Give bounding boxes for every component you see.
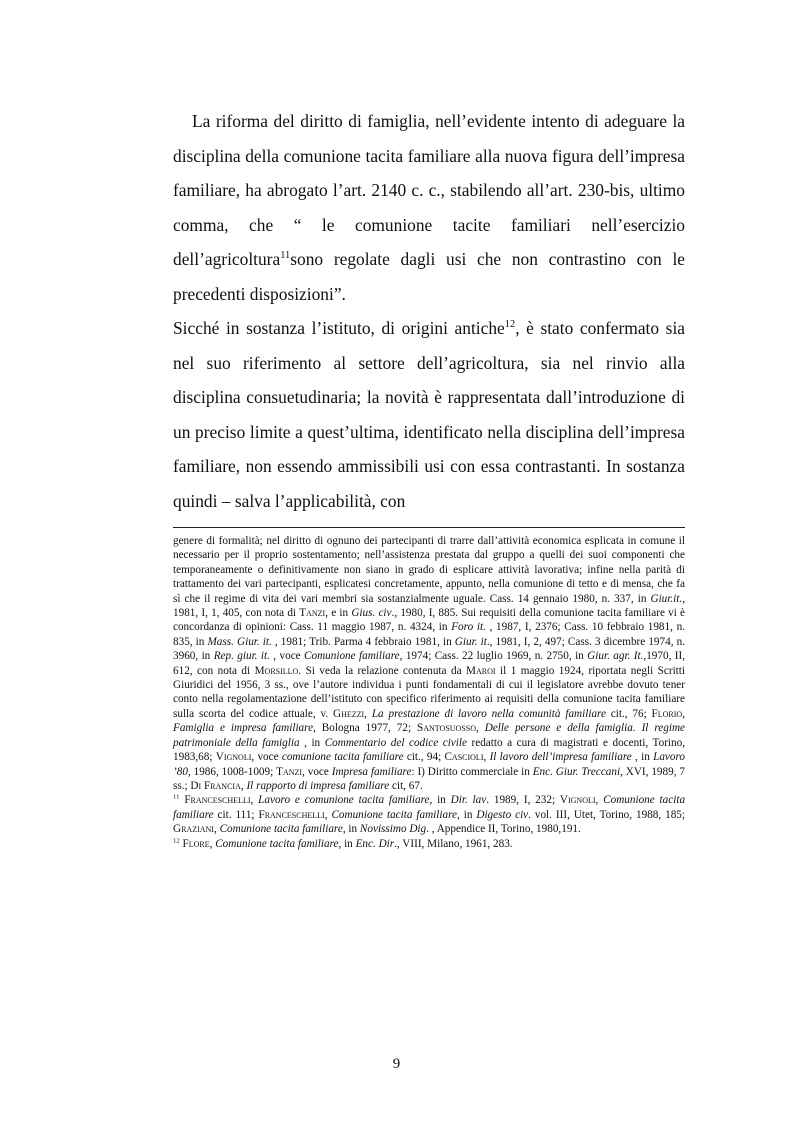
fn-text: , — [595, 794, 604, 807]
fn-text: genere di formalità; nel diritto di ognuno dei partecipanti di trarre dall’attività economica esplicata in comune il necessario per il proprio sostentamento; nell’assistenza prestata dal gruppo a quelli dei suoi componenti che temporaneamente o definitivamente non siano in grado di esplicare attività lavorativa; infine nella parità di trattamento dei vari partecipanti, esplicatesi concretamente, appunto, nella comunione di tetto e di mensa, che fa sì che il regime di vita dei vari membri sia sostanzialmente uguale. Cass. 14 gennaio 1980, n. 337, in — [173, 535, 685, 605]
fn-text: , — [213, 823, 220, 836]
fn-text: . vol. III, Utet, Torino, 1988, 185; — [528, 808, 686, 821]
fn-italic: Mass. Giur. it. — [207, 635, 272, 648]
fn-text: cit. 111; — [213, 808, 259, 821]
fn-text: , — [209, 837, 216, 850]
fn-text: ., VIII, Milano, 1961, 283. — [394, 837, 513, 850]
fn-text: 1970, II, 612, con nota di — [173, 650, 686, 677]
fn-italic: Rep. giur. it. — [213, 650, 270, 663]
fn-text: , voce — [251, 751, 282, 764]
fn-italic: Enc. Giur. Treccani — [532, 765, 621, 778]
fn-italic: Comunione tacita familiare — [331, 808, 457, 821]
footnote-continuation — [173, 534, 685, 793]
fn-italic: Comunione familiare — [304, 650, 400, 663]
fn-author: Florio — [651, 707, 683, 720]
fn-text: . Si veda la relazione contenuta da — [298, 664, 467, 677]
fn-author: Di Francia — [190, 779, 241, 792]
fn-text: , — [476, 722, 485, 735]
fn-italic: Delle persone e della famiglia. Il regime patrimoniale della famiglia — [173, 722, 685, 749]
fn-text: , XVI, 1989, 7 ss.; — [173, 765, 685, 792]
footnote-number: 11 — [173, 793, 180, 801]
fn-author: Morsillo — [254, 664, 299, 677]
fn-text: il 1 maggio 1924, riportata negli Scritti Giuridici del 1956, 3 ss., ove l’autore individua i punti fondamentali di cui il legislatore avrebbe dovuto tener conto nella regolamentazione dell’istituto con specifico riferimento ai requisiti della comunione tacita familiare sulla scorta del codice attuale, v. — [173, 664, 685, 720]
main-text — [173, 104, 685, 518]
fn-italic: Digesto civ — [476, 808, 529, 821]
fn-text: ., 1980, I, 885. Sui requisiti della comunione tacita familiare vi è concordanza di opinioni: Cass. 11 maggio 1987, n. 4324, in — [173, 607, 686, 634]
fn-text: , 1981; Trib. Parma 4 febbraio 1981, in — [271, 635, 455, 648]
fn-text: ., 1981, I, 2, 497; Cass. 3 dicembre 1974, n. 3960, in — [173, 635, 685, 663]
fn-text: , 1974; Cass. 22 luglio 1969, n. 2750, in — [399, 650, 588, 663]
fn-text: , Bologna 1977, 72; — [313, 722, 418, 735]
fn-text: , voce — [269, 650, 305, 663]
fn-text: , e in — [325, 607, 352, 620]
fn-text: , in — [342, 823, 360, 836]
fn-text: , 1987, I, 2376; Cass. 10 febbraio 1981, n. 835, in — [173, 621, 685, 648]
footnote-ref-12: 12 — [504, 319, 516, 331]
fn-italic: Famiglia e impresa familiare — [173, 722, 314, 735]
fn-author: Franceschelli — [258, 808, 325, 821]
fn-author: Vignoli — [559, 794, 596, 807]
footnote-ref-11: 11 — [280, 250, 291, 262]
fn-text: 1981, I, 1, 405, con nota di — [173, 607, 300, 620]
fn-text: , in — [429, 794, 451, 807]
fn-text: , in — [631, 751, 654, 764]
paragraph-1-text-a: La riforma del diritto di famiglia, nell’evidente intento di adeguare la disciplina della comunione tacita familiare alla nuova figura dell’impresa familiare, ha abrogato l’art. 2140 c. c., stabilendo all’art. 230-bis, ultimo comma, che “ le comunione tacite familiari nell’esercizio dell’agricoltura — [173, 111, 685, 269]
footnotes — [173, 534, 685, 851]
fn-author: Vignoli — [215, 751, 252, 764]
fn-italic: La prestazione di lavoro nella comunità familiare — [371, 707, 606, 720]
fn-author: Maroi — [466, 664, 496, 677]
fn-text: , — [250, 794, 259, 807]
fn-author: Flore — [182, 837, 210, 850]
fn-italic: Il lavoro dell’impresa familiare — [489, 751, 632, 764]
fn-author: Cascioli — [444, 751, 484, 764]
fn-italic: Comunione tacita familiare — [215, 837, 339, 850]
fn-text: , in — [338, 837, 356, 850]
fn-text: , voce — [302, 765, 332, 778]
fn-italic: Lavoro ’80, — [173, 751, 686, 778]
fn-text: , — [682, 707, 686, 720]
fn-text: . , Appendice II, Torino, 1980,191. — [426, 823, 581, 836]
fn-italic: Foro it. — [451, 621, 486, 634]
fn-italic: Giur. it — [454, 635, 487, 648]
paragraph-1 — [173, 104, 685, 311]
fn-text: . 1989, I, 232; — [486, 794, 560, 807]
fn-italic: Impresa familiare — [331, 765, 412, 778]
fn-italic: Comunione tacita familiare — [173, 794, 686, 821]
fn-text: , — [240, 779, 247, 792]
fn-italic: comunione tacita familiare — [281, 751, 404, 764]
fn-italic: Gius. civ — [351, 607, 392, 620]
fn-italic: Lavoro e comunione tacita familiare — [258, 794, 430, 807]
fn-author: Graziani — [173, 823, 214, 836]
fn-text: cit., 94; — [403, 751, 445, 764]
paragraph-2 — [173, 311, 685, 518]
fn-text: redatto a cura di magistrati e docenti, Torino, 1983,68; — [173, 736, 686, 764]
footnote-11 — [173, 793, 685, 836]
paragraph-2-text-a: Sicché in sostanza l’istituto, di origini antiche — [173, 318, 505, 338]
fn-italic: Enc. Dir — [355, 837, 395, 850]
paragraph-1-text-b: sono regolate dagli usi che non contrastino con le precedenti disposizioni”. — [173, 249, 685, 304]
footnote-separator — [173, 527, 685, 528]
fn-text: , — [324, 808, 332, 821]
fn-author: Santosuosso — [417, 722, 477, 735]
fn-text: , in — [456, 808, 477, 821]
fn-text: , in — [299, 736, 325, 749]
fn-text: : I) Diritto commerciale in — [411, 765, 533, 778]
fn-italic: Comunione tacita familiare — [219, 823, 343, 836]
footnote-number: 12 — [173, 836, 180, 844]
fn-italic: Giur.it., — [650, 592, 685, 605]
fn-text: 1986, 1008-1009; — [190, 765, 277, 778]
paragraph-2-text-b: , è stato confermato sia nel suo riferimento al settore dell’agricoltura, sia nel rinvio alla disciplina consuetudinaria; la novità è rappresentata dall’introduzione di un preciso limite a quest’ultima, identificato nella disciplina dell’impresa familiare, non essendo ammissibili usi con essa contrastanti. In sostanza quindi – salva l’applicabilità, con — [173, 318, 685, 511]
fn-text: cit, 67. — [389, 779, 423, 792]
fn-italic: Novissimo Dig — [359, 823, 427, 836]
fn-italic: Il rapporto di impresa familiare — [246, 779, 390, 792]
fn-italic: Commentario del codice civile — [324, 736, 467, 749]
fn-italic: Dir. lav — [450, 794, 487, 807]
fn-text: , — [483, 751, 490, 764]
fn-author: Tanzi — [276, 765, 303, 778]
fn-author: Tanzi — [299, 607, 326, 620]
fn-text: cit., 76; — [605, 707, 652, 720]
fn-author: Franceschelli — [184, 794, 251, 807]
fn-author: Ghezzi, — [333, 707, 367, 720]
footnote-12 — [173, 837, 685, 851]
page-number: 9 — [392, 1056, 401, 1072]
fn-italic: Giur. agr. It., — [587, 650, 647, 663]
